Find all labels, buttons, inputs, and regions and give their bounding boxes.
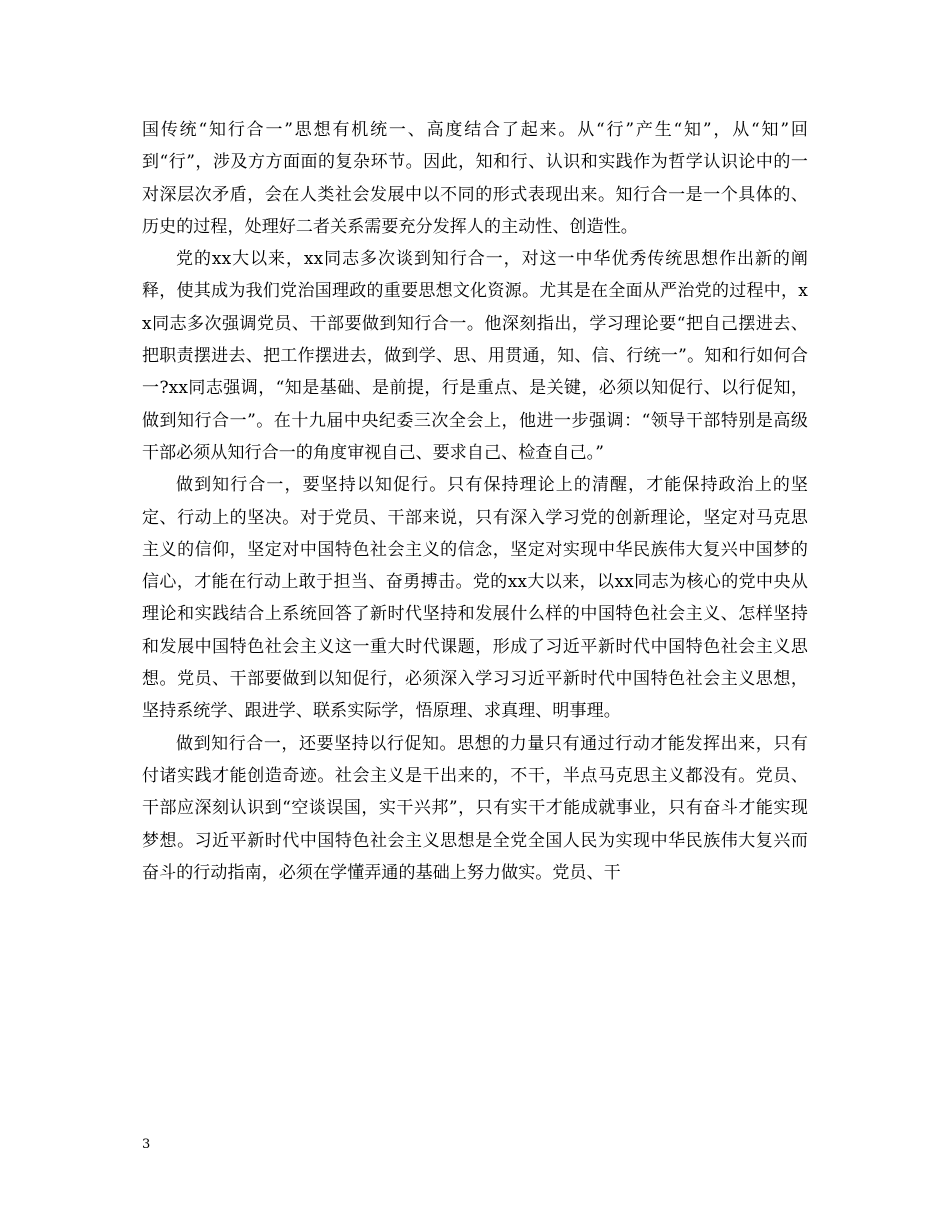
paragraph-4: 做到知行合一，还要坚持以行促知。思想的力量只有通过行动才能发挥出来，只有付诸实践才能创造奇迹。社会主义是干出来的，不干，半点马克思主义都没有。党员、干部应深刻认识到“空谈误国，实干兴邦”，只有实干才能成就事业，只有奋斗才能实现梦想。习近平新时代中国特色社会主义思想是全党全国人民为实现中华民族伟大复兴而奋斗的行动指南，必须在学懂弄通的基础上努力做实。党员、干 (142, 733, 808, 883)
paragraph-3: 做到知行合一，要坚持以知促行。只有保持理论上的清醒，才能保持政治上的坚定、行动上的坚决。对于党员、干部来说，只有深入学习党的创新理论，坚定对马克思主义的信仰，坚定对中国特色社会主义的信念，坚定对实现中华民族伟大复兴中国梦的信心，才能在行动上敢于担当、奋勇搏击。党的xx大以来，以xx同志为核心的党中央从理论和实践结合上系统回答了新时代坚持和发展什么样的中国特色社会主义、怎样坚持和发展中国特色社会主义这一重大时代课题，形成了习近平新时代中国特色社会主义思想。党员、干部要做到以知促行，必须深入学习习近平新时代中国特色社会主义思想，坚持系统学、跟进学、联系实际学，悟原理、求真理、明事理。 (142, 475, 808, 722)
page-number: 3 (142, 1137, 151, 1152)
paragraph-2: 党的xx大以来，xx同志多次谈到知行合一，对这一中华优秀传统思想作出新的阐释，使其成为我们党治国理政的重要思想文化资源。尤其是在全面从严治党的过程中，xx同志多次强调党员、干部要做到知行合一。他深刻指出，学习理论要“把自己摆进去、把职责摆进去、把工作摆进去，做到学、思、用贯通，知、信、行统一”。知和行如何合一?xx同志强调，“知是基础、是前提，行是重点、是关键，必须以知促行、以行促知，做到知行合一”。在十九届中央纪委三次全会上，他进一步强调：“领导干部特别是高级干部必须从知行合一的角度审视自己、要求自己、检查自己。” (142, 249, 808, 463)
body-text (142, 114, 808, 889)
paragraph-1: 国传统“知行合一”思想有机统一、高度结合了起来。从“行”产生“知”，从“知”回到“行”，涉及方方面面的复杂环节。因此，知和行、认识和实践作为哲学认识论中的一对深层次矛盾，会在人类社会发展中以不同的形式表现出来。知行合一是一个具体的、历史的过程，处理好二者关系需要充分发挥人的主动性、创造性。 (142, 120, 808, 237)
